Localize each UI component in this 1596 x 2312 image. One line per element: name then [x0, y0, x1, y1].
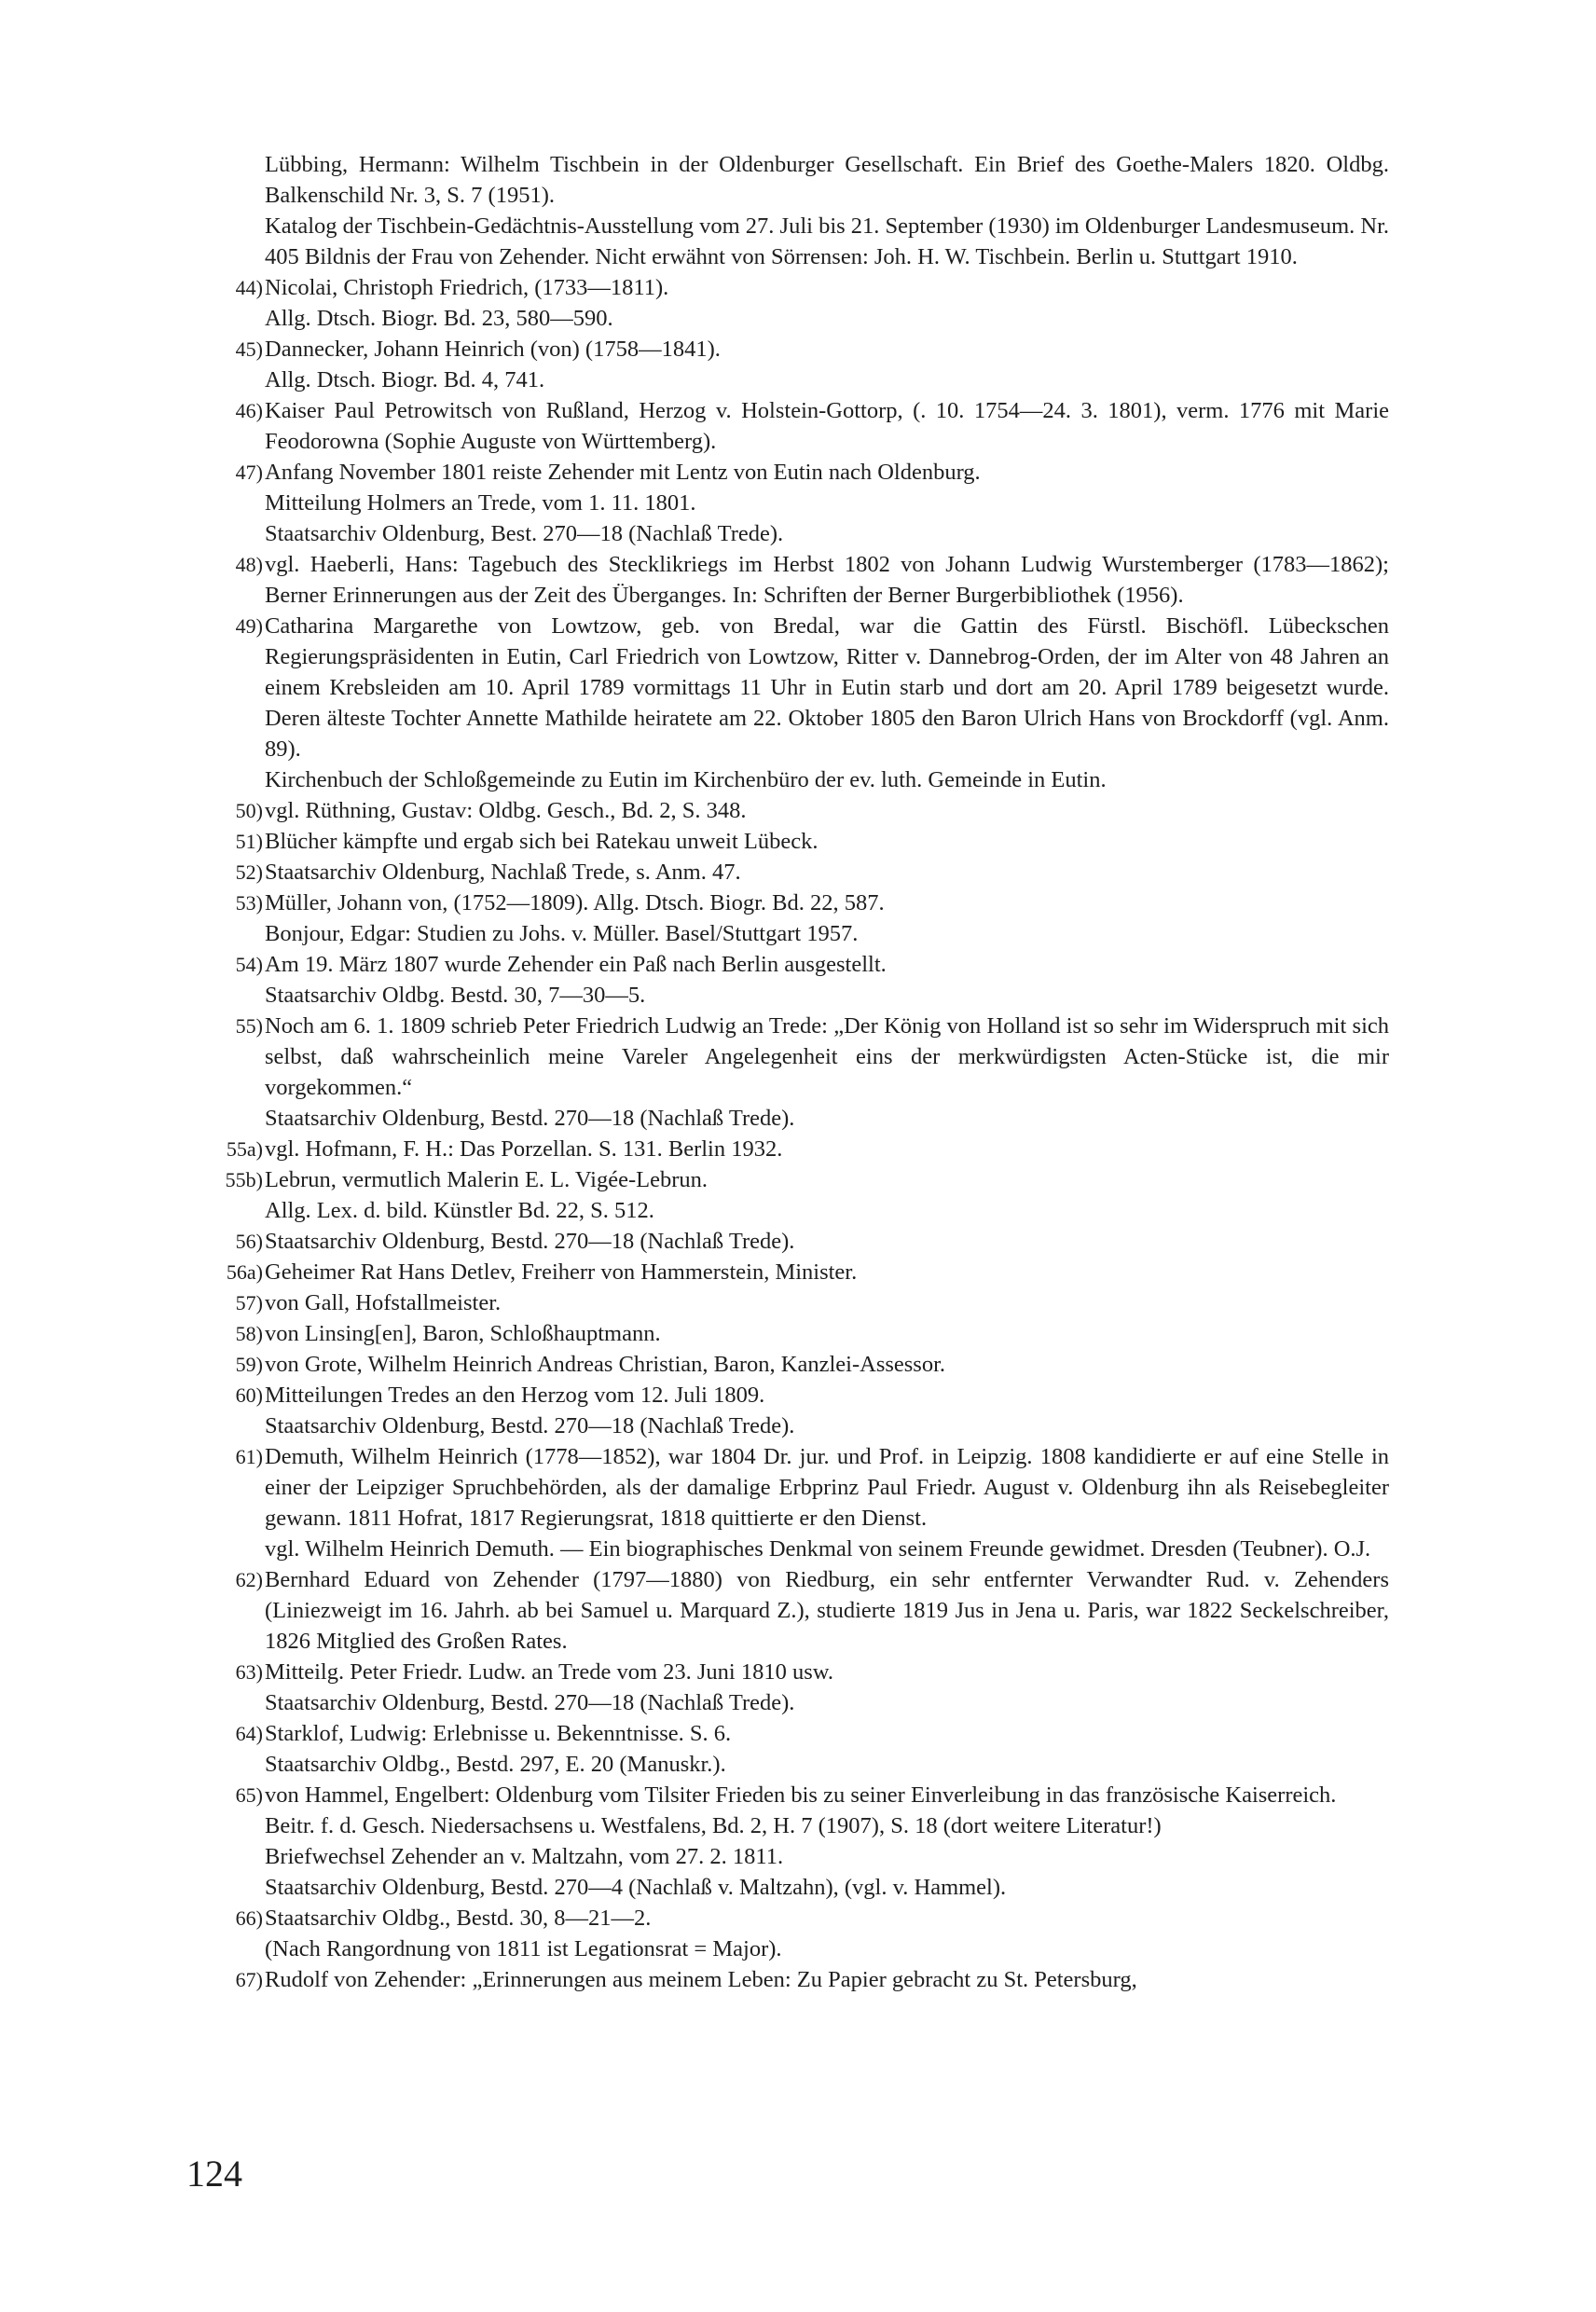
footnote-number: 62)	[235, 1568, 263, 1591]
footnote-number: 57)	[235, 1291, 263, 1314]
footnote-text: Staatsarchiv Oldenburg, Nachlaß Trede, s. Anm. 47.	[265, 860, 741, 885]
footnote-text: Starklof, Ludwig: Erlebnisse u. Bekenntnisse. S. 6.	[265, 1721, 732, 1746]
footnote-text: Mitteilg. Peter Friedr. Ludw. an Trede vom 23. Juni 1810 usw.	[265, 1659, 833, 1685]
footnote-number: 46)	[235, 399, 263, 422]
footnote-text: (Nach Rangordnung von 1811 ist Legationsrat = Major).	[265, 1936, 782, 1961]
footnote-entry	[186, 1964, 1389, 1995]
footnote-entry	[186, 1441, 1389, 1564]
footnote-number: 55)	[235, 1014, 263, 1038]
footnote-text: Kirchenbuch der Schloßgemeinde zu Eutin im Kirchenbüro der ev. luth. Gemeinde in Eutin.	[265, 767, 1107, 792]
footnote-number: 44)	[235, 276, 263, 299]
footnote-entry	[186, 395, 1389, 457]
footnote-number: 61)	[235, 1445, 263, 1468]
footnote-text: Mitteilung Holmers an Trede, vom 1. 11. 1801.	[265, 490, 696, 516]
footnote-entry	[186, 1780, 1389, 1903]
footnote-text: Allg. Lex. d. bild. Künstler Bd. 22, S. 512.	[265, 1198, 654, 1223]
footnote-text: Allg. Dtsch. Biogr. Bd. 23, 580—590.	[265, 306, 613, 331]
footnote-text: Bonjour, Edgar: Studien zu Johs. v. Müller. Basel/Stuttgart 1957.	[265, 921, 859, 946]
footnote-text: Geheimer Rat Hans Detlev, Freiherr von Hammerstein, Minister.	[265, 1259, 858, 1285]
footnote-entry	[186, 795, 1389, 826]
footnote-text: Staatsarchiv Oldenburg, Bestd. 270—4 (Nachlaß v. Maltzahn), (vgl. v. Hammel).	[265, 1875, 1007, 1900]
footnote-text: vgl. Wilhelm Heinrich Demuth. — Ein biographisches Denkmal von seinem Freunde gewidmet. Dresden (Teubner). O.J.	[265, 1536, 1371, 1562]
footnote-number: 51)	[235, 830, 263, 853]
footnote-text: Staatsarchiv Oldenburg, Best. 270—18 (Nachlaß Trede).	[265, 521, 784, 546]
footnote-text: vgl. Rüthning, Gustav: Oldbg. Gesch., Bd. 2, S. 348.	[265, 798, 747, 823]
footnote-number: 55b)	[225, 1168, 263, 1191]
footnote-text: Kaiser Paul Petrowitsch von Rußland, Herzog v. Holstein-Gottorp, (. 10. 1754—24. 3. 1801), verm. 1776 mit Marie Feodorowna (Sophie Auguste von Württemberg).	[265, 398, 1389, 454]
footnote-text: Anfang November 1801 reiste Zehender mit Lentz von Eutin nach Oldenburg.	[265, 460, 981, 485]
footnote-entry	[186, 1011, 1389, 1134]
footnote-text: Blücher kämpfte und ergab sich bei Ratekau unweit Lübeck.	[265, 829, 819, 854]
footnote-entry	[186, 857, 1389, 888]
footnote-number: 53)	[235, 891, 263, 915]
footnote-entry	[186, 1164, 1389, 1226]
footnote-entry	[186, 1257, 1389, 1287]
footnote-entry	[186, 888, 1389, 949]
footnote-text: Staatsarchiv Oldenburg, Bestd. 270—18 (Nachlaß Trede).	[265, 1690, 795, 1715]
footnote-entry	[186, 149, 1389, 272]
footnote-text: Dannecker, Johann Heinrich (von) (1758—1841).	[265, 337, 721, 362]
footnote-number: 49)	[235, 614, 263, 638]
footnote-entry	[186, 457, 1389, 549]
footnote-text: von Gall, Hofstallmeister.	[265, 1290, 502, 1315]
footnote-text: vgl. Haeberli, Hans: Tagebuch des Stecklikriegs im Herbst 1802 von Johann Ludwig Wurstemberger (1783—1862); Berner Erinnerungen aus der Zeit des Überganges. In: Schriften der Berner Burgerbibliothek (1956).	[265, 552, 1389, 608]
footnote-number: 47)	[235, 461, 263, 484]
footnote-entry	[186, 1718, 1389, 1780]
footnote-text: Noch am 6. 1. 1809 schrieb Peter Friedrich Ludwig an Trede: „Der König von Holland ist so sehr im Widerspruch mit sich selbst, daß wahrscheinlich meine Vareler Angelegenheit eins der merkwürdigsten Acten-Stücke ist, die mir vorgekommen.“	[265, 1013, 1389, 1100]
footnote-entry	[186, 826, 1389, 857]
footnote-entry	[186, 1287, 1389, 1318]
footnote-text: Mitteilungen Tredes an den Herzog vom 12. Juli 1809.	[265, 1383, 765, 1408]
footnote-text: Staatsarchiv Oldbg. Bestd. 30, 7—30—5.	[265, 983, 646, 1008]
footnote-entry	[186, 1903, 1389, 1964]
footnote-entry	[186, 549, 1389, 611]
footnote-text: Allg. Dtsch. Biogr. Bd. 4, 741.	[265, 367, 545, 392]
footnote-entry	[186, 949, 1389, 1011]
footnote-entry	[186, 1134, 1389, 1164]
footnote-number: 60)	[235, 1383, 263, 1407]
footnote-entry	[186, 1318, 1389, 1349]
footnote-number: 48)	[235, 553, 263, 576]
footnote-entry	[186, 1349, 1389, 1380]
footnote-text: Staatsarchiv Oldenburg, Bestd. 270—18 (Nachlaß Trede).	[265, 1229, 795, 1254]
footnote-text: Staatsarchiv Oldenburg, Bestd. 270—18 (Nachlaß Trede).	[265, 1413, 795, 1438]
footnote-entry	[186, 1657, 1389, 1718]
footnote-entry	[186, 272, 1389, 334]
footnote-text: Demuth, Wilhelm Heinrich (1778—1852), war 1804 Dr. jur. und Prof. in Leipzig. 1808 kandidierte er auf eine Stelle in einer der Leipziger Spruchbehörden, als der damalige Erbprinz Paul Friedr. August v. Oldenburg ihn als Reisebegleiter gewann. 1811 Hofrat, 1817 Regierungsrat, 1818 quittierte er den Dienst.	[265, 1444, 1389, 1531]
footnote-text: Staatsarchiv Oldbg., Bestd. 30, 8—21—2.	[265, 1906, 652, 1931]
footnote-text: von Grote, Wilhelm Heinrich Andreas Christian, Baron, Kanzlei-Assessor.	[265, 1352, 946, 1377]
footnote-text: Lübbing, Hermann: Wilhelm Tischbein in der Oldenburger Gesellschaft. Ein Brief des Goethe-Malers 1820. Oldbg. Balkenschild Nr. 3, S. 7 (1951).	[265, 152, 1389, 208]
footnotes-list	[186, 149, 1389, 1995]
footnote-text: von Linsing[en], Baron, Schloßhauptmann.	[265, 1321, 661, 1346]
footnote-number: 59)	[235, 1353, 263, 1376]
footnote-text: Bernhard Eduard von Zehender (1797—1880) von Riedburg, ein sehr entfernter Verwandter Rud. v. Zehenders (Liniezweigt im 16. Jahrh. ab bei Samuel u. Marquard Z.), studierte 1819 Jus in Jena u. Paris, war 1822 Seckelschreiber, 1826 Mitglied des Großen Rates.	[265, 1567, 1389, 1654]
footnote-text: Katalog der Tischbein-Gedächtnis-Ausstellung vom 27. Juli bis 21. September (1930) im Oldenburger Landesmuseum. Nr. 405 Bildnis der Frau von Zehender. Nicht erwähnt von Sörrensen: Joh. H. W. Tischbein. Berlin u. Stuttgart 1910.	[265, 213, 1390, 269]
footnote-text: Am 19. März 1807 wurde Zehender ein Paß nach Berlin ausgestellt.	[265, 952, 887, 977]
footnote-text: Briefwechsel Zehender an v. Maltzahn, vom 27. 2. 1811.	[265, 1844, 784, 1869]
footnote-number: 63)	[235, 1660, 263, 1684]
footnote-text: Catharina Margarethe von Lowtzow, geb. von Bredal, war die Gattin des Fürstl. Bischöfl. Lübeckschen Regierungspräsidenten in Eutin, Carl Friedrich von Lowtzow, Ritter v. Dannebrog-Orden, der im Alter von 48 Jahren an einem Krebsleiden am 10. April 1789 vormittags 11 Uhr in Eutin starb und dort am 20. April 1789 beigesetzt wurde. Deren älteste Tochter Annette Mathilde heiratete am 22. Oktober 1805 den Baron Ulrich Hans von Brockdorff (vgl. Anm. 89).	[265, 613, 1389, 762]
footnote-number: 56a)	[226, 1260, 263, 1284]
footnote-text: Beitr. f. d. Gesch. Niedersachsens u. Westfalens, Bd. 2, H. 7 (1907), S. 18 (dort weitere Literatur!)	[265, 1813, 1162, 1838]
footnote-number: 65)	[235, 1783, 263, 1807]
footnote-number: 55a)	[226, 1137, 263, 1161]
footnote-text: Staatsarchiv Oldenburg, Bestd. 270—18 (Nachlaß Trede).	[265, 1106, 795, 1131]
footnote-entry	[186, 1564, 1389, 1657]
page-number: 124	[186, 2153, 242, 2195]
footnote-number: 52)	[235, 860, 263, 884]
footnote-text: Rudolf von Zehender: „Erinnerungen aus meinem Leben: Zu Papier gebracht zu St. Petersburg,	[265, 1967, 1137, 1992]
footnote-number: 50)	[235, 799, 263, 822]
footnote-number: 58)	[235, 1322, 263, 1345]
footnote-entry	[186, 611, 1389, 795]
footnote-number: 54)	[235, 953, 263, 976]
footnote-entry	[186, 1226, 1389, 1257]
footnote-entry	[186, 334, 1389, 395]
footnote-text: Müller, Johann von, (1752—1809). Allg. Dtsch. Biogr. Bd. 22, 587.	[265, 890, 885, 915]
footnote-text: Nicolai, Christoph Friedrich, (1733—1811).	[265, 275, 669, 300]
footnote-number: 45)	[235, 337, 263, 361]
footnote-number: 64)	[235, 1722, 263, 1745]
footnote-number: 67)	[235, 1968, 263, 1991]
footnote-text: von Hammel, Engelbert: Oldenburg vom Tilsiter Frieden bis zu seiner Einverleibung in das französische Kaiserreich.	[265, 1782, 1337, 1808]
footnote-text: Staatsarchiv Oldbg., Bestd. 297, E. 20 (Manuskr.).	[265, 1752, 726, 1777]
footnote-number: 56)	[235, 1230, 263, 1253]
footnote-entry	[186, 1380, 1389, 1441]
footnote-text: vgl. Hofmann, F. H.: Das Porzellan. S. 131. Berlin 1932.	[265, 1136, 783, 1162]
footnote-text: Lebrun, vermutlich Malerin E. L. Vigée-Lebrun.	[265, 1167, 708, 1192]
footnote-number: 66)	[235, 1906, 263, 1930]
